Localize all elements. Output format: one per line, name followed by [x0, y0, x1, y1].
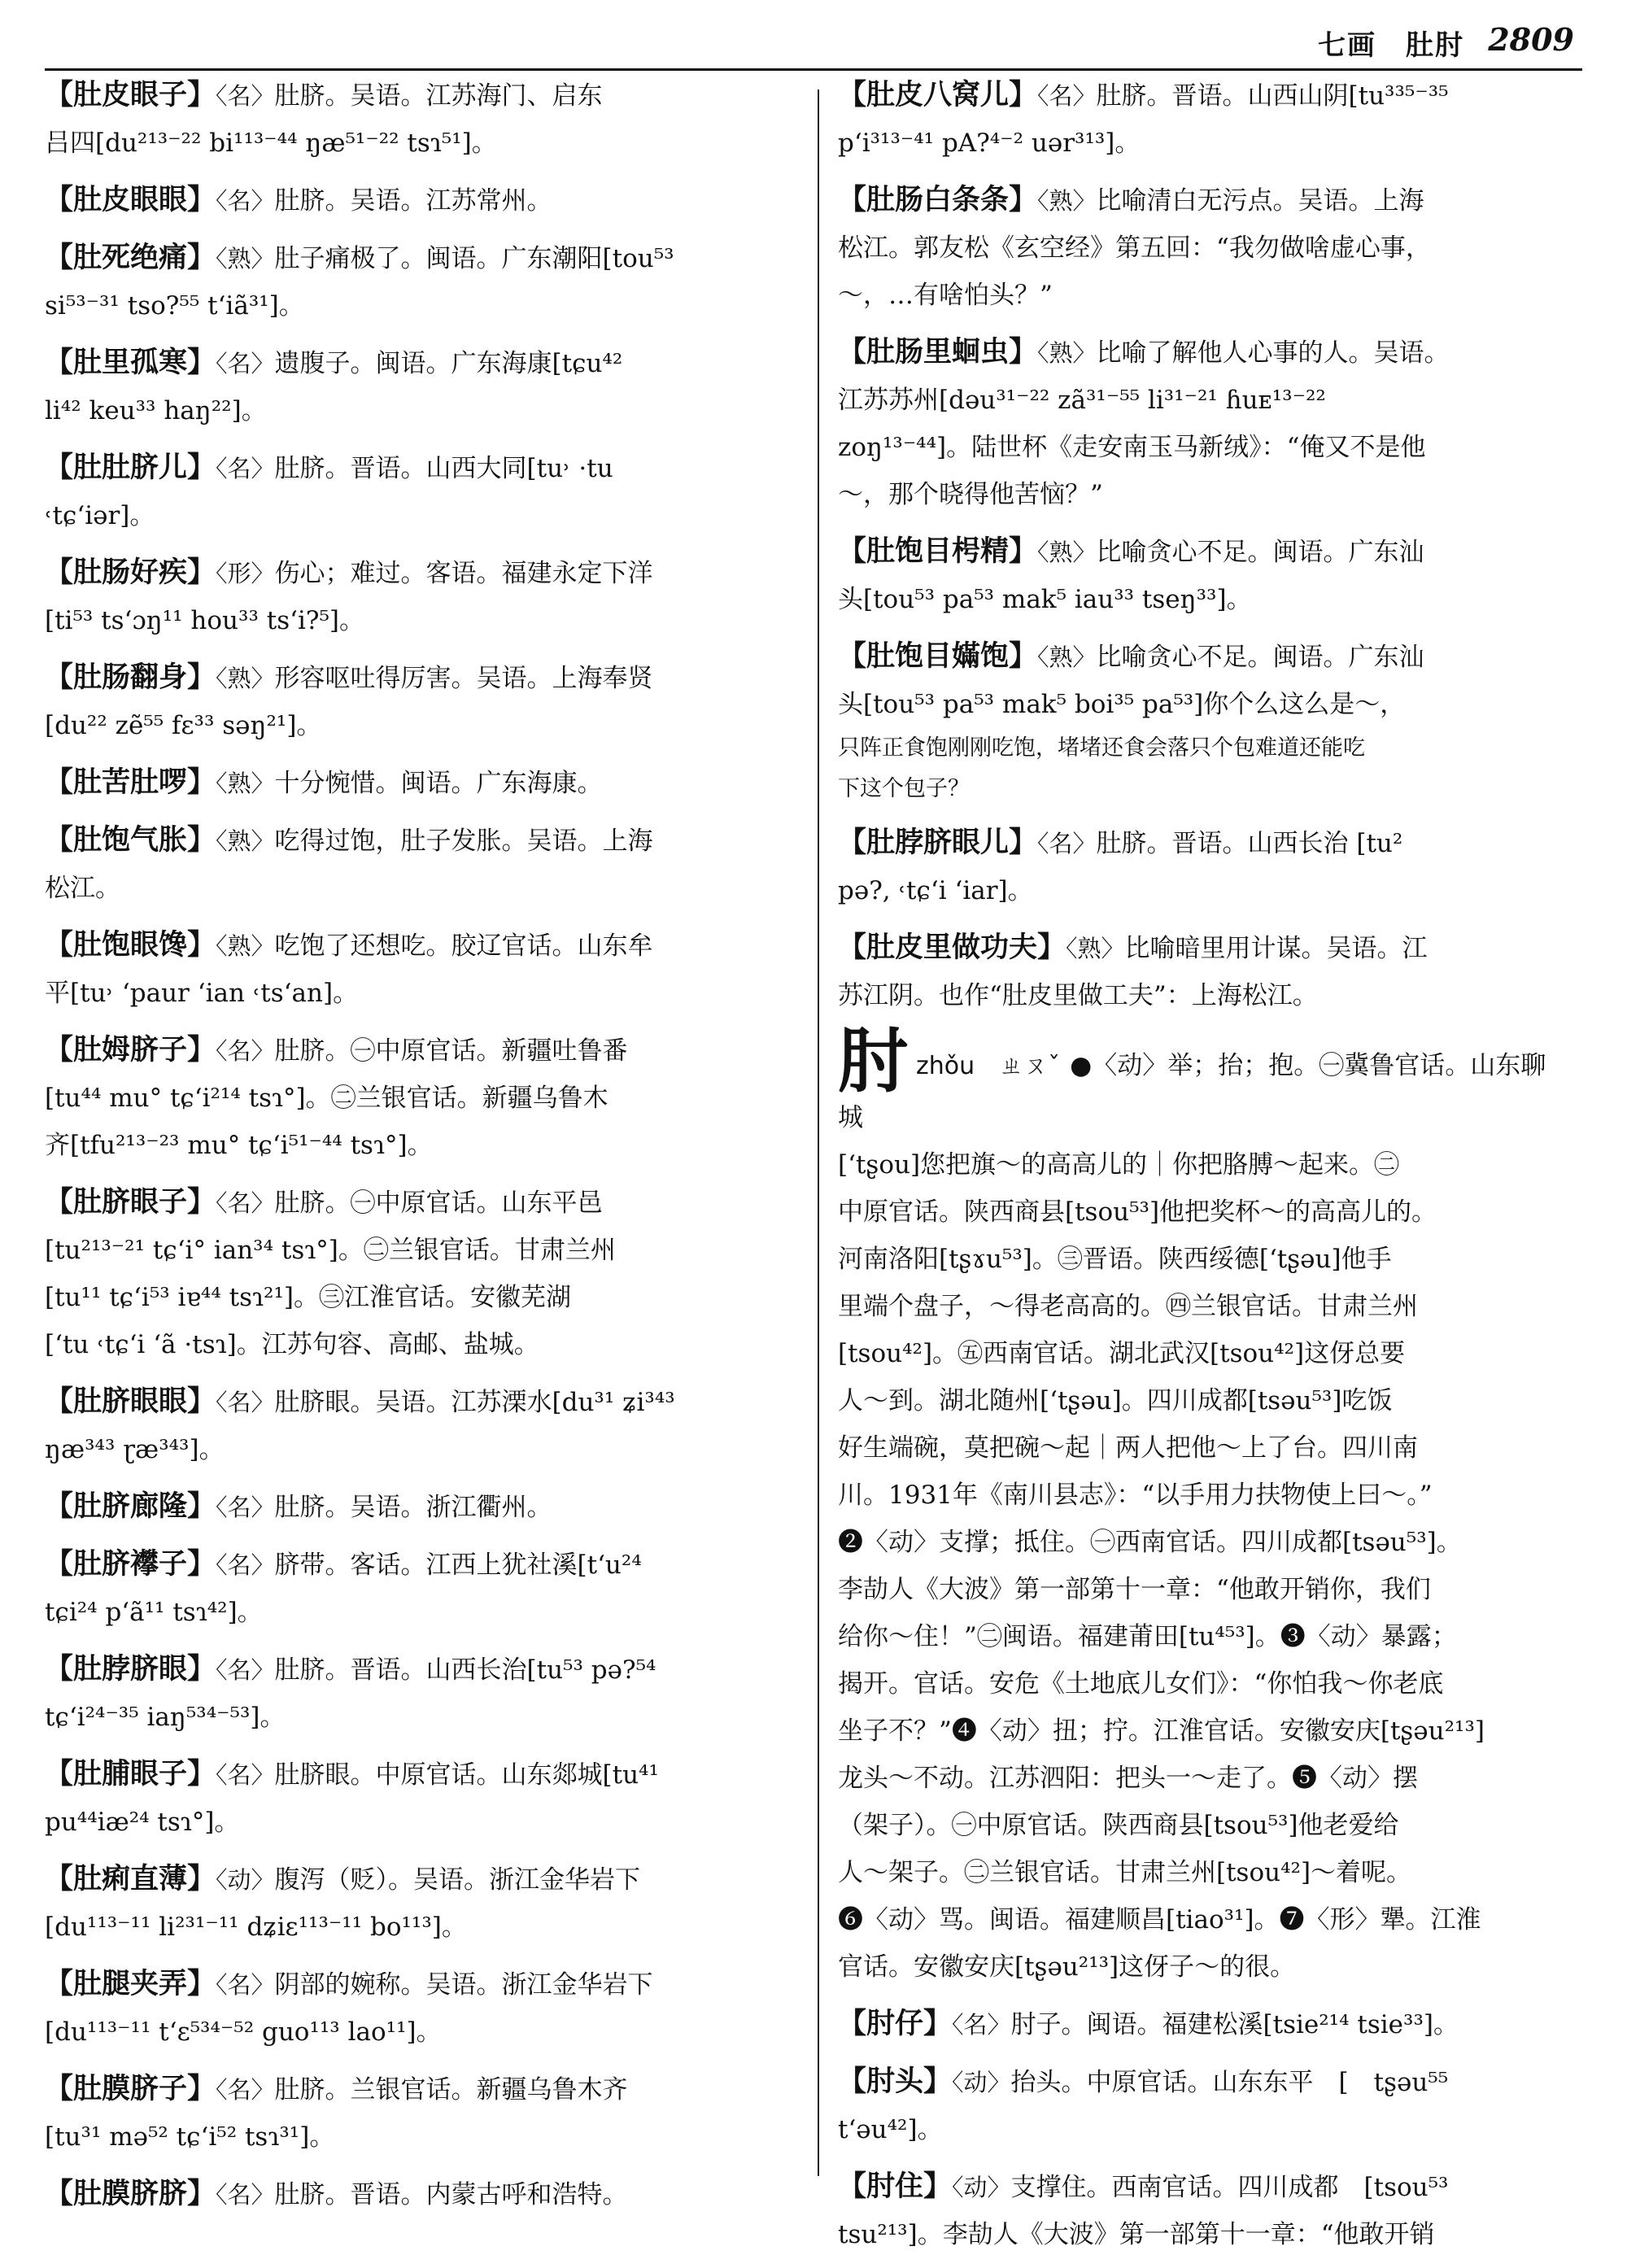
headword: 【肚皮八窝儿】	[838, 78, 1038, 111]
definition-text: 吃饱了还想吃。胶辽官话。山东牟	[274, 931, 653, 961]
definition-text: 给你～住！”㊁闽语。福建莆田[tu⁴⁵³]。❸〈动〉暴露；	[838, 1622, 1457, 1651]
headword: 【肚脐廊隆】	[45, 1489, 216, 1523]
headword: 【肘仔】	[838, 2007, 953, 2040]
definition-text: 肚子痛极了。闽语。广东潮阳[tou⁵³	[274, 244, 674, 273]
definition-text: 吕四[du²¹³⁻²² bi¹¹³⁻⁴⁴ ŋæ⁵¹⁻²² tsɿ⁵¹]。	[45, 129, 497, 158]
entry-line	[45, 387, 777, 434]
headword: 【肚肠好疾】	[45, 556, 216, 589]
headword: 【肚肠翻身】	[45, 661, 216, 694]
entry-line	[45, 2113, 777, 2161]
entry-line	[45, 1027, 777, 1075]
headword: 【肚姆脐子】	[45, 1033, 216, 1066]
part-of-speech: 〈名〉	[216, 1656, 275, 1684]
entry-line	[838, 1236, 1570, 1283]
page-number: 2809	[1488, 21, 1574, 58]
dictionary-entry	[45, 922, 777, 1017]
entry-line	[45, 549, 777, 597]
dictionary-entry	[45, 1378, 777, 1473]
dictionary-entry	[838, 819, 1570, 914]
definition-text: 伤心；难过。客语。福建永定下洋	[274, 559, 653, 588]
part-of-speech: 〈名〉	[216, 2076, 275, 2104]
entry-line	[838, 120, 1570, 167]
headword: 【肚皮眼眼】	[45, 183, 216, 216]
entry-line	[45, 339, 777, 387]
headword: 【肘住】	[838, 2170, 953, 2203]
dictionary-entry	[45, 177, 777, 225]
definition-text: 肚脐。晋语。山西山阴[tu³³⁵⁻³⁵	[1096, 81, 1449, 111]
entry-line	[838, 576, 1570, 623]
entry-line	[45, 654, 777, 702]
entry-line	[45, 234, 777, 282]
definition-text: [tu³¹ mə⁵² tɕ‘i⁵² tsɿ³¹]。	[45, 2122, 335, 2152]
part-of-speech: 〈名〉	[216, 350, 275, 377]
entry-line	[838, 272, 1570, 319]
part-of-speech: 〈熟〉	[1066, 935, 1125, 962]
dictionary-entry	[838, 72, 1570, 167]
definition-text: 肚脐。晋语。山西长治 [tu²	[1096, 829, 1403, 858]
dictionary-entry	[45, 549, 777, 644]
definition-text: 肘子。闽语。福建松溪[tsie²¹⁴ tsie³³]。	[1010, 2010, 1459, 2039]
part-of-speech: 〈熟〉	[1037, 187, 1097, 215]
dictionary-entry	[45, 1541, 777, 1636]
dictionary-entry	[45, 339, 777, 434]
headword: 【肚腿夹弄】	[45, 1967, 216, 2000]
entry-line	[45, 970, 777, 1017]
left-column	[45, 72, 777, 2228]
dictionary-entry	[45, 1646, 777, 1741]
definition-text: 肚脐。兰银官话。新疆乌鲁木齐	[274, 2075, 628, 2104]
definition-text: p‘i³¹³⁻⁴¹ pA?⁴⁻² uər³¹³]。	[838, 129, 1141, 158]
definition-text: ～，那个晓得他苦恼？”	[838, 480, 1103, 509]
dictionary-entry	[45, 759, 777, 807]
dictionary-entry	[838, 2163, 1570, 2258]
definition-text: ❻〈动〉骂。闽语。福建顺昌[tiao³¹]。❼〈形〉犟。江淮	[838, 1905, 1481, 1934]
headword: 【肚脯眼子】	[45, 1757, 216, 1790]
part-of-speech: 〈动〉	[952, 2174, 1011, 2201]
definition-text: 中原官话。陕西商县[tsou⁵³]他把奖杯～的高高儿的。	[838, 1197, 1437, 1227]
definition-text: ❷〈动〉支撑；抵住。㊀西南官话。四川成都[tsəu⁵³]。	[838, 1528, 1462, 1557]
entry-line	[838, 471, 1570, 518]
entry-line	[838, 1330, 1570, 1377]
entry-line	[45, 72, 777, 120]
entry-line	[838, 528, 1570, 576]
headword: 【肚脐襻子】	[45, 1547, 216, 1581]
part-of-speech: 〈熟〉	[1037, 339, 1097, 367]
definition-text: 头[tou⁵³ pa⁵³ mak⁵ iau³³ tseŋ³³]。	[838, 585, 1252, 614]
dictionary-entry	[45, 1961, 777, 2056]
entry-line	[838, 424, 1570, 471]
definition-text: 支撑住。西南官话。四川成都 [tsou⁵³	[1010, 2173, 1449, 2202]
part-of-speech: 〈名〉	[216, 2181, 275, 2209]
dictionary-entry	[45, 1751, 777, 1846]
definition-text: 肚脐。吴语。江苏常州。	[274, 186, 552, 216]
definition-text: si⁵³⁻³¹ tso?⁵⁵ t‘iã³¹]。	[45, 291, 304, 321]
page-header	[0, 11, 1627, 63]
definition-text: 河南洛阳[tʂɤu⁵³]。㊂晋语。陕西绥德[‘tʂəu]他手	[838, 1245, 1392, 1274]
definition-text: 齐[tfu²¹³⁻²³ mu° tɕ‘i⁵¹⁻⁴⁴ tsɿ°]。	[45, 1131, 433, 1160]
entry-line	[45, 759, 777, 807]
entry-line	[838, 633, 1570, 681]
headword: 【肚肠白条条】	[838, 183, 1038, 216]
definition-text: [tu¹¹ tɕ‘i⁵³ iɐ⁴⁴ tsɿ²¹]。㊂江淮官话。安徽芜湖	[45, 1283, 571, 1312]
part-of-speech: 〈名〉	[216, 1551, 275, 1579]
definition-text: tɕi²⁴ p‘ã¹¹ tsɿ⁴²]。	[45, 1598, 263, 1627]
definition-text: tsu²¹³]。李劼人《大波》第一部第十一章：“他敢开销	[838, 2220, 1435, 2249]
definition-text: 肚脐。晋语。山西长治[tu⁵³ pə?⁵⁴	[274, 1655, 656, 1685]
entry-line	[45, 1541, 777, 1589]
dictionary-entry	[45, 1179, 777, 1368]
dictionary-entry	[838, 177, 1570, 319]
definition-text: 肚脐。吴语。江苏海门、启东	[274, 81, 603, 111]
headword: 【肚饱眼馋】	[45, 928, 216, 962]
entry-line	[45, 1227, 777, 1274]
definition-text: [du¹¹³⁻¹¹ li²³¹⁻¹¹ dʑiɛ¹¹³⁻¹¹ bo¹¹³]。	[45, 1913, 467, 1942]
entry-line	[838, 72, 1570, 120]
definition-text: 松江。	[45, 874, 120, 903]
definition-text: [du¹¹³⁻¹¹ t‘ɛ⁵³⁴⁻⁵² guo¹¹³ lao¹¹]。	[45, 2017, 442, 2047]
character-headword: 肘	[838, 1020, 908, 1102]
dictionary-entry	[838, 924, 1570, 1019]
definition-text: ˓tɕ‘iər]。	[45, 501, 155, 530]
entry-line	[838, 2058, 1570, 2106]
dictionary-entry	[838, 528, 1570, 623]
headword: 【肚死绝痛】	[45, 241, 216, 274]
entry-line	[838, 2211, 1570, 2258]
headword: 【肚脖脐眼儿】	[838, 826, 1038, 859]
entry-line	[838, 1377, 1570, 1424]
headword: 【肘头】	[838, 2065, 953, 2098]
entry-line	[45, 1751, 777, 1799]
entry-line	[45, 177, 777, 225]
entry-line	[838, 867, 1570, 914]
headword: 【肚肠里蛔虫】	[838, 335, 1038, 369]
definition-text: 脐带。客话。江西上犹社溪[t‘u²⁴	[274, 1551, 642, 1580]
dictionary-entry	[838, 329, 1570, 518]
entry-line	[838, 177, 1570, 225]
headword: 【肚脖脐眼】	[45, 1652, 216, 1686]
definition-text: 肚脐。吴语。浙江衢州。	[274, 1493, 552, 1522]
definition-text: 只阵正食饱刚刚吃饱，堵堵还食会落只个包难道还能吃	[838, 735, 1365, 761]
definition-text: 比喻清白无污点。吴语。上海	[1096, 186, 1424, 216]
entry-line	[45, 2170, 777, 2218]
entry-line	[838, 225, 1570, 272]
entry-line	[838, 1472, 1570, 1519]
entry-line	[45, 1589, 777, 1636]
entry-line	[838, 377, 1570, 424]
entry-line	[45, 1856, 777, 1904]
definition-text: 人～架子。㊁兰银官话。甘肃兰州[tsou⁴²]～着呢。	[838, 1858, 1412, 1887]
definition-text: [‘tu ˓tɕ‘i ‘ã ·tsɿ]。江苏句容、高邮、盐城。	[45, 1330, 539, 1359]
entry-line	[838, 1755, 1570, 1802]
part-of-speech: 〈名〉	[952, 2011, 1011, 2039]
definition-text: zoŋ¹³⁻⁴⁴]。陆世杯《走安南玉马新绒》：“俺又不是他	[838, 433, 1426, 462]
definition-text: 川。1931年《南川县志》：“以手用力扶物使上曰～。”	[838, 1481, 1433, 1510]
definition-text: 揭开。官话。安危《土地底儿女们》：“你怕我～你老底	[838, 1669, 1444, 1699]
part-of-speech: 〈熟〉	[216, 245, 275, 273]
part-of-speech: 〈名〉	[216, 1389, 275, 1416]
dictionary-entry	[45, 234, 777, 329]
entry-line	[838, 972, 1570, 1019]
definition-text: 江苏苏州[dəu³¹⁻²² zã³¹⁻⁵⁵ li³¹⁻²¹ ɦuᴇ¹³⁻²²	[838, 386, 1326, 415]
dictionary-entry	[45, 2065, 777, 2161]
part-of-speech: 〈名〉	[1037, 82, 1097, 110]
headword: 【肚苦肚啰】	[45, 765, 216, 799]
headword: 【肚肚脐儿】	[45, 451, 216, 484]
definition-text: [tu²¹³⁻²¹ tɕ‘i° ian³⁴ tsɿ°]。㊁兰银官话。甘肃兰州	[45, 1236, 616, 1265]
definition-text: 肚脐眼。吴语。江苏溧水[du³¹ ʑi³⁴³	[274, 1388, 675, 1417]
part-of-speech: 〈名〉	[216, 82, 275, 110]
definition-text: 下这个包子？	[838, 776, 970, 801]
part-of-speech: 〈名〉	[216, 1037, 275, 1065]
entry-line	[45, 2008, 777, 2056]
definition-text: pə?, ˓tɕ‘i ‘iar]。	[838, 876, 1033, 905]
definition-text: 肚脐。晋语。内蒙古呼和浩特。	[274, 2180, 628, 2209]
entry-line	[838, 1519, 1570, 1566]
definition-text: （架子）。㊀中原官话。陕西商县[tsou⁵³]他老爱给	[838, 1811, 1399, 1840]
definition-text: 十分惋惜。闽语。广东海康。	[274, 769, 603, 798]
dictionary-entry	[45, 817, 777, 912]
entry-line	[45, 1321, 777, 1368]
dictionary-entry	[838, 2058, 1570, 2153]
entry-line	[45, 1122, 777, 1169]
headword: 【肚饱目𡠪饱】	[838, 639, 1038, 673]
dictionary-entry	[45, 2170, 777, 2218]
dictionary-entry	[838, 633, 1570, 809]
entry-line	[45, 702, 777, 749]
definition-text: 比喻了解他人心事的人。吴语。	[1096, 338, 1450, 368]
definition-text: 形容呕吐得厉害。吴语。上海奉贤	[274, 664, 653, 693]
headword: 【肚脐眼子】	[45, 1185, 216, 1219]
entry-line	[838, 728, 1570, 769]
part-of-speech: 〈熟〉	[216, 932, 275, 960]
entry-line	[45, 922, 777, 970]
entry-line	[45, 1075, 777, 1122]
definition-text: [tu⁴⁴ mu° tɕ‘i²¹⁴ tsɿ°]。㊁兰银官话。新疆乌鲁木	[45, 1084, 608, 1113]
definition-text: ●〈动〉举；抬；抱。㊀冀鲁官话。山东聊城	[838, 1051, 1546, 1132]
entry-line	[45, 1694, 777, 1741]
entry-line	[838, 769, 1570, 809]
definition-text: 肚脐眼。中原官话。山东郯城[tu⁴¹	[274, 1760, 659, 1790]
part-of-speech: 〈熟〉	[216, 770, 275, 797]
entry-line	[838, 1566, 1570, 1613]
entry-line	[838, 1613, 1570, 1660]
definition-text: [‘tʂou]您把旗～的高高儿的｜你把胳膊～起来。㊁	[838, 1150, 1400, 1180]
part-of-speech: 〈熟〉	[1037, 643, 1097, 671]
definition-text: [tsou⁴²]。㊄西南官话。湖北武汉[tsou⁴²]这伢总要	[838, 1339, 1406, 1368]
part-of-speech: 〈名〉	[216, 455, 275, 482]
part-of-speech: 〈动〉	[952, 2069, 1011, 2096]
headword: 【肚膜脐子】	[45, 2072, 216, 2105]
headword: 【肚饱目枵精】	[838, 534, 1038, 568]
dictionary-entry	[45, 654, 777, 749]
dictionary-entry	[45, 1856, 777, 1951]
entry-line	[838, 1896, 1570, 1943]
headword: 【肚饱气胀】	[45, 823, 216, 857]
definition-text: 吃得过饱，肚子发胀。吴语。上海	[274, 827, 653, 856]
definition-text: 比喻贪心不足。闽语。广东汕	[1096, 538, 1424, 567]
definition-text: 松江。郭友松《玄空经》第五回：“我勿做啥虚心事，	[838, 233, 1431, 263]
dictionary-entry	[45, 72, 777, 167]
definition-text: pu⁴⁴iæ²⁴ tsɿ°]。	[45, 1808, 240, 1837]
definition-text: tɕ‘i²⁴⁻³⁵ iaŋ⁵³⁴⁻⁵³]。	[45, 1703, 286, 1732]
part-of-speech: 〈熟〉	[216, 827, 275, 855]
headword: 【肚痢直薄】	[45, 1862, 216, 1895]
definition-text: 阴部的婉称。吴语。浙江金华岩下	[274, 1970, 653, 2000]
entry-line	[838, 1283, 1570, 1330]
entry-line	[838, 1943, 1570, 1991]
entry-line	[45, 1904, 777, 1951]
entry-line	[45, 1274, 777, 1321]
entry-line	[45, 1378, 777, 1426]
part-of-speech: 〈名〉	[216, 1189, 275, 1217]
headword: 【肚皮眼子】	[45, 78, 216, 111]
entry-line	[45, 492, 777, 539]
dictionary-entry	[45, 444, 777, 539]
entry-line	[45, 1426, 777, 1473]
entry-line	[838, 1424, 1570, 1472]
definition-text: ŋæ³⁴³ ɽæ³⁴³]。	[45, 1435, 225, 1464]
part-of-speech: 〈动〉	[216, 1866, 275, 1894]
definition-text: 里端个盘子，～得老高高的。㊃兰银官话。甘肃兰州	[838, 1292, 1418, 1321]
header-rule	[45, 68, 1582, 71]
entry-line	[838, 329, 1570, 377]
part-of-speech: 〈名〉	[216, 187, 275, 215]
column-divider	[818, 89, 819, 2176]
entry-line	[838, 681, 1570, 728]
pinyin-reading: zhǒu ㄓㄡˇ	[916, 1052, 1061, 1080]
entry-line	[838, 1660, 1570, 1708]
dictionary-entry	[838, 1020, 1570, 1991]
definition-text: 遗腹子。闽语。广东海康[tɕu⁴²	[274, 349, 623, 378]
dictionary-entry	[45, 1483, 777, 1531]
entry-line	[45, 817, 777, 865]
part-of-speech: 〈熟〉	[216, 665, 275, 692]
entry-line	[45, 1799, 777, 1846]
entry-line	[838, 1020, 1570, 1141]
definition-text: 好生端碗，莫把碗～起｜两人把他～上了台。四川南	[838, 1433, 1418, 1463]
entry-line	[838, 2000, 1570, 2048]
definition-text: [du²² zẽ⁵⁵ fɛ³³ səŋ²¹]。	[45, 711, 322, 740]
right-column	[838, 72, 1570, 2268]
entry-line	[838, 1802, 1570, 1849]
definition-text: 人～到。湖北随州[‘tʂəu]。四川成都[tsəu⁵³]吃饭	[838, 1386, 1393, 1415]
entry-line	[45, 120, 777, 167]
entry-line	[45, 865, 777, 912]
definition-text: ～，…有啥怕头？”	[838, 281, 1053, 310]
definition-text: [ti⁵³ ts‘ɔŋ¹¹ hou³³ ts‘i?⁵]。	[45, 606, 365, 635]
definition-text: 抬头。中原官话。山东东平 [ tʂəu⁵⁵	[1010, 2068, 1449, 2097]
part-of-speech: 〈熟〉	[1037, 539, 1097, 566]
entry-line	[45, 1179, 777, 1227]
definition-text: 坐子不？”❹〈动〉扭；拧。江淮官话。安徽安庆[tʂəu²¹³]	[838, 1716, 1485, 1746]
entry-line	[45, 1961, 777, 2008]
entry-line	[838, 924, 1570, 972]
entry-line	[45, 597, 777, 644]
headword: 【肚里孤寒】	[45, 346, 216, 379]
entry-line	[45, 2065, 777, 2113]
definition-text: 比喻贪心不足。闽语。广东汕	[1096, 643, 1424, 672]
part-of-speech: 〈名〉	[216, 1494, 275, 1521]
entry-line	[838, 2163, 1570, 2211]
entry-line	[838, 819, 1570, 867]
entry-line	[838, 1189, 1570, 1236]
definition-text: 肚脐。晋语。山西大同[tu˒ ·tu	[274, 454, 613, 483]
definition-text: 腹泻（贬）。吴语。浙江金华岩下	[274, 1865, 641, 1895]
definition-text: 官话。安徽安庆[tʂəu²¹³]这伢子～的很。	[838, 1952, 1296, 1982]
headword: 【肚皮里做功夫】	[838, 931, 1066, 964]
part-of-speech: 〈形〉	[216, 560, 275, 587]
part-of-speech: 〈名〉	[1037, 830, 1097, 857]
part-of-speech: 〈名〉	[216, 1761, 275, 1789]
definition-text: 比喻暗里用计谋。吴语。江	[1124, 934, 1428, 963]
definition-text: 肚脐。㊀中原官话。新疆吐鲁番	[274, 1036, 628, 1066]
entry-line	[45, 282, 777, 329]
definition-text: 平[tu˒ ‘paur ‘ian ˓ts‘an]。	[45, 979, 359, 1008]
definition-text: 苏江阴。也作“肚皮里做工夫”：上海松江。	[838, 981, 1318, 1010]
definition-text: t‘əu⁴²]。	[838, 2115, 943, 2144]
running-head: 七画 肚肘	[1318, 29, 1464, 62]
definition-text: 龙头～不动。江苏泗阳：把头一～走了。❺〈动〉摆	[838, 1764, 1418, 1793]
entry-line	[838, 1849, 1570, 1896]
entry-line	[45, 1483, 777, 1531]
definition-text: li⁴² keu³³ haŋ²²]。	[45, 396, 267, 425]
headword: 【肚膜脐脐】	[45, 2177, 216, 2210]
entry-line	[838, 1141, 1570, 1189]
entry-line	[838, 2106, 1570, 2153]
dictionary-entry	[838, 2000, 1570, 2048]
entry-line	[45, 1646, 777, 1694]
dictionary-entry	[45, 1027, 777, 1169]
headword: 【肚脐眼眼】	[45, 1385, 216, 1418]
entry-line	[45, 444, 777, 492]
entry-line	[838, 1708, 1570, 1755]
definition-text: 头[tou⁵³ pa⁵³ mak⁵ boi³⁵ pa⁵³]你个么这么是～，	[838, 690, 1406, 719]
definition-text: 李劼人《大波》第一部第十一章：“他敢开销你，我们	[838, 1575, 1431, 1604]
definition-text: 肚脐。㊀中原官话。山东平邑	[274, 1189, 603, 1218]
part-of-speech: 〈名〉	[216, 1971, 275, 1999]
